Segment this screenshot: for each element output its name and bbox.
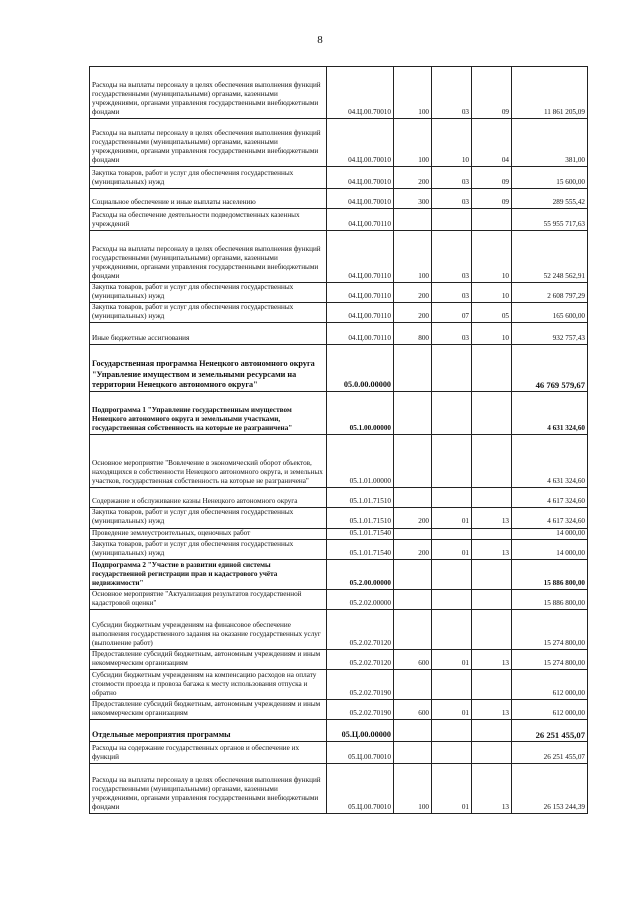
table-row bbox=[90, 231, 588, 283]
row-expense-type: 200 bbox=[394, 283, 432, 303]
table-row bbox=[90, 559, 588, 589]
table-row bbox=[90, 610, 588, 650]
row-subsection bbox=[472, 488, 512, 508]
row-expense-type: 800 bbox=[394, 323, 432, 345]
row-section bbox=[432, 209, 472, 231]
row-name: Предоставление субсидий бюджетным, автономным учреждениям и иным некоммерческим организациям bbox=[90, 700, 327, 720]
row-section: 03 bbox=[432, 167, 472, 189]
row-code: 04.Ц.00.70010 bbox=[327, 167, 394, 189]
row-subsection bbox=[472, 209, 512, 231]
row-amount: 932 757,43 bbox=[512, 323, 588, 345]
row-subsection: 13 bbox=[472, 539, 512, 559]
row-name: Основное мероприятие "Актуализация результатов государственной кадастровой оценки" bbox=[90, 589, 327, 609]
row-name: Государственная программа Ненецкого автономного округа "Управление имуществом и земельными ресурсами на территории Ненецкого автономного округа" bbox=[90, 345, 327, 392]
row-amount: 11 861 205,09 bbox=[512, 67, 588, 119]
table-row bbox=[90, 589, 588, 609]
row-subsection: 10 bbox=[472, 323, 512, 345]
row-section bbox=[432, 742, 472, 764]
row-expense-type bbox=[394, 392, 432, 435]
row-section bbox=[432, 392, 472, 435]
row-code: 04.Ц.00.70010 bbox=[327, 189, 394, 209]
table-row bbox=[90, 720, 588, 742]
row-subsection: 10 bbox=[472, 231, 512, 283]
row-code: 05.2.02.00000 bbox=[327, 589, 394, 609]
row-name: Закупка товаров, работ и услуг для обеспечения государственных (муниципальных) нужд bbox=[90, 167, 327, 189]
row-amount: 26 251 455,07 bbox=[512, 742, 588, 764]
row-code: 05.Ц.00.00000 bbox=[327, 720, 394, 742]
row-name: Проведение землеустроительных, оценочных работ bbox=[90, 528, 327, 539]
table-row bbox=[90, 435, 588, 488]
table-row bbox=[90, 392, 588, 435]
row-amount: 612 000,00 bbox=[512, 700, 588, 720]
row-amount: 4 631 324,60 bbox=[512, 435, 588, 488]
row-section bbox=[432, 435, 472, 488]
row-code: 04.Ц.00.70010 bbox=[327, 67, 394, 119]
row-subsection: 09 bbox=[472, 189, 512, 209]
row-expense-type bbox=[394, 345, 432, 392]
row-subsection bbox=[472, 528, 512, 539]
row-section: 03 bbox=[432, 231, 472, 283]
row-amount: 15 600,00 bbox=[512, 167, 588, 189]
row-section bbox=[432, 670, 472, 700]
row-name: Расходы на выплаты персоналу в целях обеспечения выполнения функций государственными (муниципальными) органами, казенными учреждениями, органами управления государственными внебюджетными фондами bbox=[90, 119, 327, 167]
table-row bbox=[90, 528, 588, 539]
row-amount: 55 955 717,63 bbox=[512, 209, 588, 231]
row-subsection: 13 bbox=[472, 700, 512, 720]
table-row bbox=[90, 119, 588, 167]
row-expense-type: 100 bbox=[394, 67, 432, 119]
row-subsection: 05 bbox=[472, 303, 512, 323]
row-subsection: 10 bbox=[472, 283, 512, 303]
row-code: 05.2.02.70120 bbox=[327, 610, 394, 650]
row-subsection bbox=[472, 720, 512, 742]
table-row bbox=[90, 650, 588, 670]
row-expense-type bbox=[394, 559, 432, 589]
row-section bbox=[432, 589, 472, 609]
row-subsection bbox=[472, 435, 512, 488]
row-amount: 4 617 324,60 bbox=[512, 508, 588, 528]
row-name: Закупка товаров, работ и услуг для обеспечения государственных (муниципальных) нужд bbox=[90, 508, 327, 528]
row-code: 05.1.01.71540 bbox=[327, 539, 394, 559]
row-subsection bbox=[472, 670, 512, 700]
row-expense-type bbox=[394, 742, 432, 764]
row-name: Иные бюджетные ассигнования bbox=[90, 323, 327, 345]
row-expense-type: 100 bbox=[394, 764, 432, 814]
row-name: Подпрограмма 2 "Участие в развитии единой системы государственной регистрации прав и кадастрового учёта недвижимости" bbox=[90, 559, 327, 589]
row-section: 03 bbox=[432, 283, 472, 303]
row-name: Расходы на выплаты персоналу в целях обеспечения выполнения функций государственными (муниципальными) органами, казенными учреждениями, органами управления государственными внебюджетными фондами bbox=[90, 231, 327, 283]
row-name: Закупка товаров, работ и услуг для обеспечения государственных (муниципальных) нужд bbox=[90, 539, 327, 559]
row-subsection: 09 bbox=[472, 67, 512, 119]
row-name: Расходы на обеспечение деятельности подведомственных казенных учреждений bbox=[90, 209, 327, 231]
row-expense-type bbox=[394, 720, 432, 742]
row-code: 04.Ц.00.70110 bbox=[327, 323, 394, 345]
row-section: 01 bbox=[432, 700, 472, 720]
row-expense-type: 600 bbox=[394, 700, 432, 720]
row-subsection bbox=[472, 345, 512, 392]
row-expense-type: 100 bbox=[394, 119, 432, 167]
row-section: 03 bbox=[432, 189, 472, 209]
budget-table bbox=[89, 66, 588, 814]
row-expense-type bbox=[394, 610, 432, 650]
table-row bbox=[90, 189, 588, 209]
row-amount: 26 153 244,39 bbox=[512, 764, 588, 814]
row-section bbox=[432, 345, 472, 392]
table-row bbox=[90, 283, 588, 303]
row-section: 03 bbox=[432, 67, 472, 119]
row-name: Отдельные мероприятия программы bbox=[90, 720, 327, 742]
row-amount: 14 000,00 bbox=[512, 528, 588, 539]
row-code: 05.1.01.00000 bbox=[327, 435, 394, 488]
row-amount: 381,00 bbox=[512, 119, 588, 167]
row-expense-type: 200 bbox=[394, 303, 432, 323]
row-section: 07 bbox=[432, 303, 472, 323]
row-code: 04.Ц.00.70110 bbox=[327, 209, 394, 231]
row-subsection: 09 bbox=[472, 167, 512, 189]
row-name: Содержание и обслуживание казны Ненецкого автономного округа bbox=[90, 488, 327, 508]
table-row bbox=[90, 167, 588, 189]
row-amount: 4 617 324,60 bbox=[512, 488, 588, 508]
row-code: 05.Ц.00.70010 bbox=[327, 764, 394, 814]
row-code: 04.Ц.00.70010 bbox=[327, 119, 394, 167]
row-amount: 14 000,00 bbox=[512, 539, 588, 559]
row-section bbox=[432, 720, 472, 742]
row-name: Расходы на выплаты персоналу в целях обеспечения выполнения функций государственными (муниципальными) органами, казенными учреждениями, органами управления государственными внебюджетными фондами bbox=[90, 764, 327, 814]
row-expense-type: 200 bbox=[394, 539, 432, 559]
row-code: 05.1.00.00000 bbox=[327, 392, 394, 435]
row-name: Закупка товаров, работ и услуг для обеспечения государственных (муниципальных) нужд bbox=[90, 303, 327, 323]
row-code: 05.1.01.71540 bbox=[327, 528, 394, 539]
row-amount: 52 248 562,91 bbox=[512, 231, 588, 283]
row-section bbox=[432, 528, 472, 539]
row-subsection: 04 bbox=[472, 119, 512, 167]
row-section: 10 bbox=[432, 119, 472, 167]
row-section: 03 bbox=[432, 323, 472, 345]
row-code: 05.2.02.70120 bbox=[327, 650, 394, 670]
table-row bbox=[90, 670, 588, 700]
row-amount: 15 886 800,00 bbox=[512, 589, 588, 609]
row-name: Субсидии бюджетным учреждениям на компенсацию расходов на оплату стоимости проезда и провоза багажа к месту использования отпуска и обратно bbox=[90, 670, 327, 700]
row-section bbox=[432, 559, 472, 589]
row-subsection: 13 bbox=[472, 508, 512, 528]
row-expense-type bbox=[394, 488, 432, 508]
row-section: 01 bbox=[432, 650, 472, 670]
table-row bbox=[90, 323, 588, 345]
row-name: Основное мероприятие "Вовлечение в экономический оборот объектов, находящихся в собственности Ненецкого автономного округа, и земельных участков, государственная собственность на которые не разграничена" bbox=[90, 435, 327, 488]
row-subsection bbox=[472, 610, 512, 650]
row-amount: 289 555,42 bbox=[512, 189, 588, 209]
row-amount: 4 631 324,60 bbox=[512, 392, 588, 435]
row-expense-type bbox=[394, 528, 432, 539]
row-expense-type bbox=[394, 670, 432, 700]
row-amount: 15 274 800,00 bbox=[512, 610, 588, 650]
table-row bbox=[90, 539, 588, 559]
row-section: 01 bbox=[432, 539, 472, 559]
row-expense-type: 300 bbox=[394, 189, 432, 209]
table-row bbox=[90, 764, 588, 814]
table-row bbox=[90, 488, 588, 508]
row-code: 04.Ц.00.70110 bbox=[327, 231, 394, 283]
row-amount: 612 000,00 bbox=[512, 670, 588, 700]
row-subsection: 13 bbox=[472, 650, 512, 670]
table-row bbox=[90, 67, 588, 119]
row-amount: 46 769 579,67 bbox=[512, 345, 588, 392]
row-name: Подпрограмма 1 "Управление государственным имуществом Ненецкого автономного округа и земельными участками, государственная собственность на которые не разграничена" bbox=[90, 392, 327, 435]
row-expense-type bbox=[394, 589, 432, 609]
row-name: Расходы на выплаты персоналу в целях обеспечения выполнения функций государственными (муниципальными) органами, казенными учреждениями, органами управления государственными внебюджетными фондами bbox=[90, 67, 327, 119]
row-amount: 15 886 800,00 bbox=[512, 559, 588, 589]
row-expense-type: 200 bbox=[394, 508, 432, 528]
row-name: Расходы на содержание государственных органов и обеспечение их функций bbox=[90, 742, 327, 764]
row-amount: 15 274 800,00 bbox=[512, 650, 588, 670]
row-expense-type: 600 bbox=[394, 650, 432, 670]
table-row bbox=[90, 508, 588, 528]
row-subsection bbox=[472, 589, 512, 609]
row-section bbox=[432, 610, 472, 650]
row-subsection bbox=[472, 559, 512, 589]
row-code: 05.1.01.71510 bbox=[327, 508, 394, 528]
page-number: 8 bbox=[317, 34, 323, 46]
row-code: 05.2.02.70190 bbox=[327, 700, 394, 720]
row-code: 04.Ц.00.70110 bbox=[327, 283, 394, 303]
table-row bbox=[90, 303, 588, 323]
row-subsection bbox=[472, 742, 512, 764]
row-name: Предоставление субсидий бюджетным, автономным учреждениям и иным некоммерческим организациям bbox=[90, 650, 327, 670]
row-code: 05.1.01.71510 bbox=[327, 488, 394, 508]
row-section: 01 bbox=[432, 508, 472, 528]
row-name: Субсидии бюджетным учреждениям на финансовое обеспечение выполнения государственного задания на оказание государственных услуг (выполнение работ) bbox=[90, 610, 327, 650]
row-expense-type bbox=[394, 435, 432, 488]
row-amount: 26 251 455,07 bbox=[512, 720, 588, 742]
row-code: 05.2.02.70190 bbox=[327, 670, 394, 700]
row-subsection bbox=[472, 392, 512, 435]
row-subsection: 13 bbox=[472, 764, 512, 814]
table-row bbox=[90, 742, 588, 764]
row-name: Закупка товаров, работ и услуг для обеспечения государственных (муниципальных) нужд bbox=[90, 283, 327, 303]
row-expense-type: 200 bbox=[394, 167, 432, 189]
row-code: 05.0.00.00000 bbox=[327, 345, 394, 392]
table-row bbox=[90, 209, 588, 231]
row-expense-type bbox=[394, 209, 432, 231]
row-amount: 165 600,00 bbox=[512, 303, 588, 323]
table-row bbox=[90, 700, 588, 720]
row-code: 05.Ц.00.70010 bbox=[327, 742, 394, 764]
table-row bbox=[90, 345, 588, 392]
row-section bbox=[432, 488, 472, 508]
row-code: 05.2.00.00000 bbox=[327, 559, 394, 589]
row-expense-type: 100 bbox=[394, 231, 432, 283]
row-amount: 2 608 797,29 bbox=[512, 283, 588, 303]
row-code: 04.Ц.00.70110 bbox=[327, 303, 394, 323]
row-section: 01 bbox=[432, 764, 472, 814]
row-name: Социальное обеспечение и иные выплаты населению bbox=[90, 189, 327, 209]
